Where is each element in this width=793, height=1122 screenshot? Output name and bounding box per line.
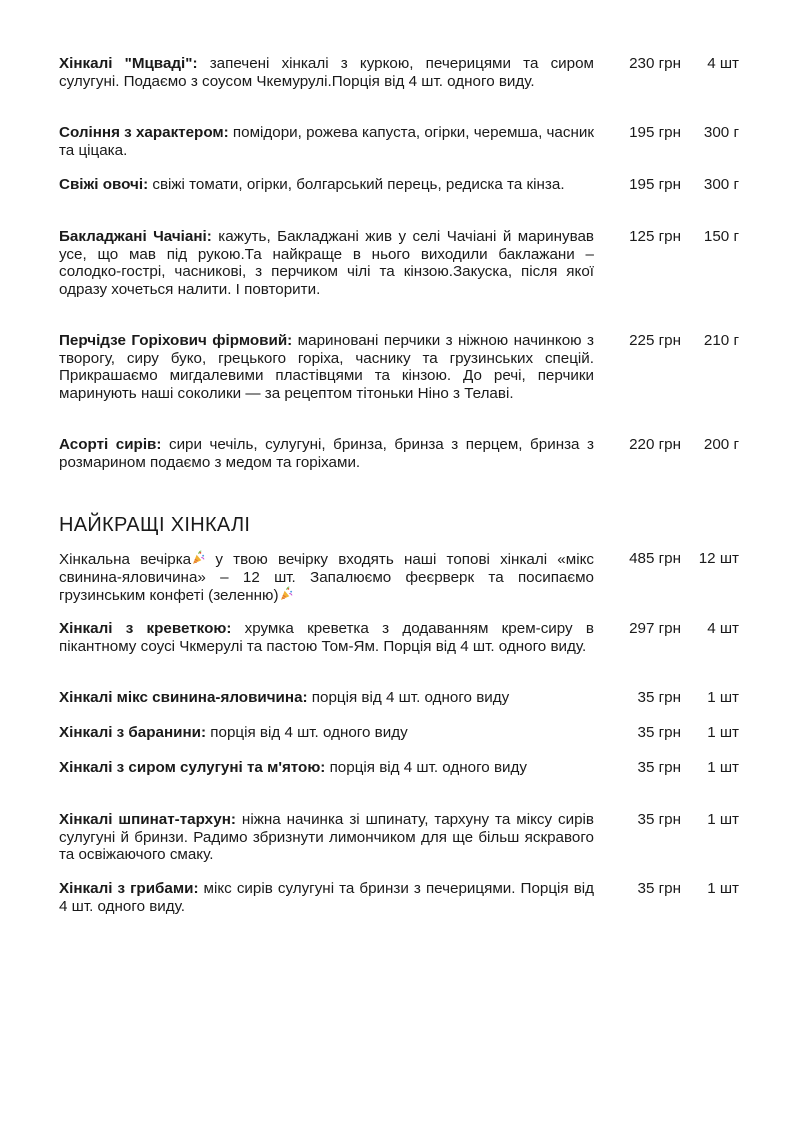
menu-item-description	[59, 228, 594, 298]
menu-item-name: Хінкалі з грибами:	[59, 880, 199, 897]
menu-item-description	[59, 724, 594, 742]
menu-item-name: Хінкалі "Мцваді":	[59, 55, 198, 72]
menu-item-price: 230 грн	[629, 55, 681, 72]
menu-item-name: Хінкалі з баранини:	[59, 724, 207, 741]
menu-item-price: 225 грн	[629, 332, 681, 349]
menu-item-quantity: 1 шт	[707, 724, 739, 741]
menu-item-quantity: 4 шт	[707, 55, 739, 72]
menu-item-quantity: 1 шт	[707, 880, 739, 897]
menu-item-quantity: 200 г	[703, 436, 739, 453]
menu-item-text: порція від 4 шт. одного виду	[206, 724, 408, 741]
menu-item-price: 35 грн	[637, 724, 681, 741]
menu-item-text: у твою вечірку входять наші топові хінкалі «мікс свинина-яловичина» – 12 шт. Запалюємо феєрверк та посипаємо грузинським конфеті (зеленню)	[59, 551, 594, 605]
menu-item-text: ніжна начинка зі шпинату, тархуну та міксу сирів сулугуні й бринзи. Радимо збризнути лимончиком для ще більш яскравого та освіжаючого смаку.	[59, 811, 595, 864]
menu-item-text: запечені хінкалі з куркою, печерицями та сиром сулугуні. Подаємо з соусом Чкемурулі.Порція від 4 шт. одного виду.	[59, 55, 594, 90]
menu-item-name: Перчідзе Горіхович фірмовий:	[59, 332, 293, 349]
menu-item-quantity: 1 шт	[707, 689, 739, 706]
menu-item-name: Хінкалі шпинат-тархун:	[59, 811, 236, 828]
menu-item-price: 35 грн	[637, 689, 681, 706]
section-title: НАЙКРАЩІ ХІНКАЛІ	[59, 514, 251, 536]
menu-item-name: Хінкалі мікс свинина-яловичина:	[59, 689, 308, 706]
menu-item-price: 195 грн	[629, 176, 681, 193]
menu-item-quantity: 1 шт	[707, 759, 739, 776]
menu-item-description	[59, 550, 594, 605]
menu-item-quantity: 4 шт	[707, 620, 739, 637]
menu-item-name: Хінкальна вечірка	[59, 551, 192, 568]
menu-item-text: мікс сирів сулугуні та бринзи з печерицями. Порція від 4 шт. одного виду.	[59, 880, 594, 915]
menu-item-price: 35 грн	[637, 880, 681, 897]
menu-item-price: 297 грн	[629, 620, 681, 637]
menu-item-quantity: 300 г	[703, 176, 739, 193]
menu-item-name: Соління з характером:	[59, 124, 229, 141]
menu-item-text: свіжі томати, огірки, болгарський перець, редиска та кінза.	[148, 176, 565, 193]
menu-item-price: 35 грн	[637, 759, 681, 776]
menu-item-text: мариновані перчики з ніжною начинкою з творогу, сиру буко, грецького горіха, часнику та грузинських спецій. Прикрашаємо мигдалевими пластівцями та кінзою. До речі, перчики маринують наші соколики — за рецептом тітоньки Ніно з Телаві.	[59, 332, 594, 402]
menu-item-price: 220 грн	[629, 436, 681, 453]
menu-item-quantity: 150 г	[703, 228, 739, 245]
menu-item-description	[59, 689, 594, 707]
menu-item-description	[59, 811, 594, 864]
menu-item-name: Хінкалі з сиром сулугуні та м'ятою:	[59, 759, 326, 776]
menu-item-text: кажуть, Бакладжані жив у селі Чачіані й маринував усе, що мав під рукою.Та найкраще в нього виходили баклажани – солодко-гострі, часникові, з перчиком чілі та кінзою.Закуска, після якої одразу хочеться налити. І повторити.	[59, 228, 594, 298]
menu-item-price: 35 грн	[637, 811, 681, 828]
menu-item-quantity: 12 шт	[698, 550, 739, 567]
menu-item-description	[59, 620, 594, 655]
menu-item-price: 485 грн	[629, 550, 681, 567]
menu-item-text: сири чечіль, сулугуні, бринза, бринза з перцем, бринза з розмарином подаємо з медом та горіхами.	[59, 436, 594, 471]
menu-item-description	[59, 124, 594, 159]
menu-item-text: хрумка креветка з додаванням крем-сиру в пікантному соусі Чкмерулі та пастою Том-Ям. Порція від 4 шт. одного виду.	[59, 620, 594, 655]
party-popper-icon	[280, 586, 293, 601]
menu-item-text: порція від 4 шт. одного виду	[307, 689, 510, 706]
menu-item-description	[59, 436, 594, 471]
menu-item-name: Хінкалі з креветкою:	[59, 620, 232, 637]
menu-item-name: Асорті сирів:	[59, 436, 162, 453]
party-popper-icon	[192, 550, 205, 565]
menu-item-description	[59, 880, 594, 915]
menu-item-price: 195 грн	[629, 124, 681, 141]
menu-item-quantity: 210 г	[703, 332, 739, 349]
menu-item-quantity: 1 шт	[707, 811, 739, 828]
menu-item-description	[59, 332, 594, 402]
menu-item-text: порція від 4 шт. одного виду	[325, 759, 527, 776]
menu-item-price: 125 грн	[629, 228, 681, 245]
menu-item-description	[59, 759, 594, 777]
menu-item-description	[59, 55, 594, 90]
menu-item-name: Бакладжані Чачіані:	[59, 228, 212, 245]
menu-item-quantity: 300 г	[703, 124, 739, 141]
menu-item-description	[59, 176, 594, 194]
menu-item-text: помідори, рожева капуста, огірки, черемша, часник та ціцака.	[59, 124, 594, 159]
menu-item-name: Свіжі овочі:	[59, 176, 149, 193]
